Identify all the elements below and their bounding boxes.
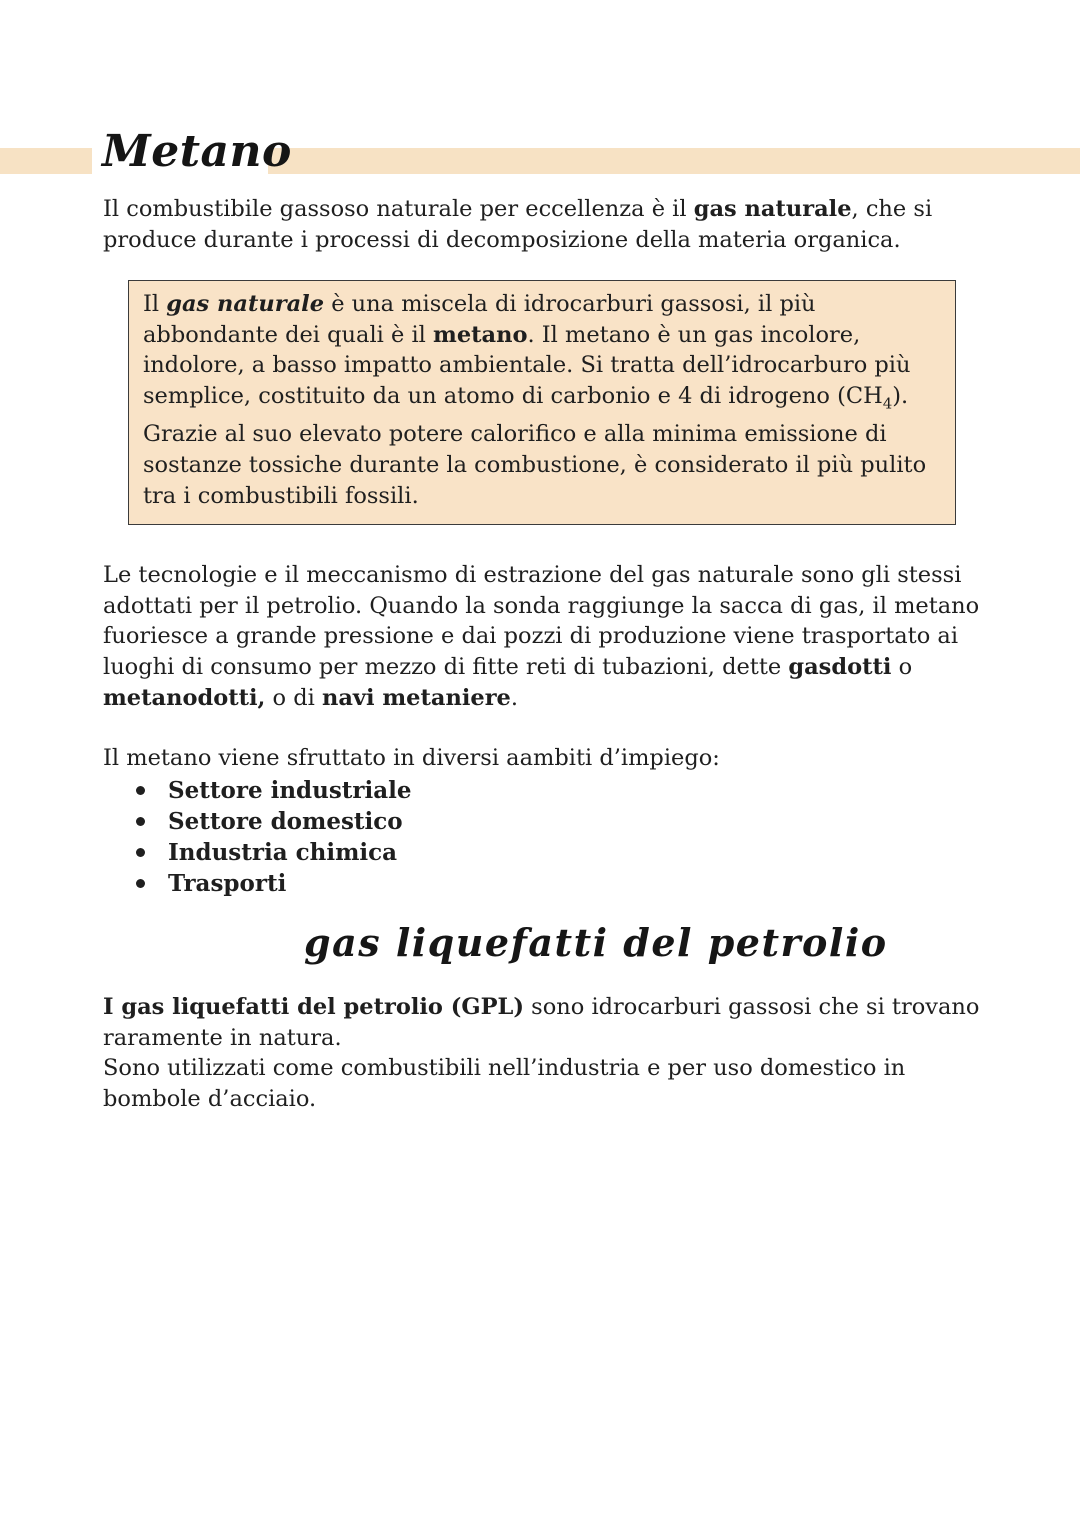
list-item: Settore domestico <box>136 806 412 837</box>
definition-box <box>128 280 956 525</box>
heading-band-left <box>0 148 92 174</box>
section-heading: Metano <box>102 126 292 177</box>
gpl-paragraph: I gas liquefatti del petrolio (GPL) sono idrocarburi gassosi che si trovano raramente in natura. Sono utilizzati come combustibili nell’industria e per uso domestico in bombole d’acciaio. <box>103 994 980 1113</box>
heading-band-right <box>268 148 1080 174</box>
list-item: Trasporti <box>136 868 412 899</box>
uses-intro: Il metano viene sfruttato in diversi aambiti d’impiego: <box>103 745 720 771</box>
gpl-heading: gas liquefatti del petrolio <box>304 920 888 965</box>
uses-list <box>136 775 412 899</box>
intro-paragraph: Il combustibile gassoso naturale per eccellenza è il gas naturale, che si produce durante i processi di decomposizione della materia organica. <box>103 196 933 253</box>
definition-text: Il gas naturale è una miscela di idrocarburi gassosi, il più abbondante dei quali è il metano. Il metano è un gas incolore, indolore, a basso impatto ambientale. Si tratta dell’idrocarburo più semplice, costituito da un atomo di carbonio e 4 di idrogeno $(CH_4)$. Grazie al suo elevato potere calorifico e alla minima emissione di sostanze tossiche durante la combustione, è considerato il più pulito tra i combustibili fossili. <box>143 291 927 509</box>
bullet-icon <box>136 817 145 826</box>
bullet-icon <box>136 848 145 857</box>
metano-term: metano <box>433 321 528 348</box>
bullet-icon <box>136 786 145 795</box>
list-item: Industria chimica <box>136 837 412 868</box>
list-item: Settore industriale <box>136 775 412 806</box>
extraction-paragraph: Le tecnologie e il meccanismo di estrazione del gas naturale sono gli stessi adottati per il petrolio. Quando la sonda raggiunge la sacca di gas, il metano fuoriesce a grande pressione e dai pozzi di produzione viene trasportato ai luoghi di consumo per mezzo di fitte reti di tubazioni, dette gasdotti o metanodotti, o di navi metaniere. <box>103 562 980 711</box>
bullet-icon <box>136 879 145 888</box>
gpl-term: I gas liquefatti del petrolio (GPL) <box>103 994 525 1020</box>
gas-naturale-term: gas naturale <box>693 196 852 222</box>
gas-naturale-term: gas naturale <box>166 291 325 317</box>
